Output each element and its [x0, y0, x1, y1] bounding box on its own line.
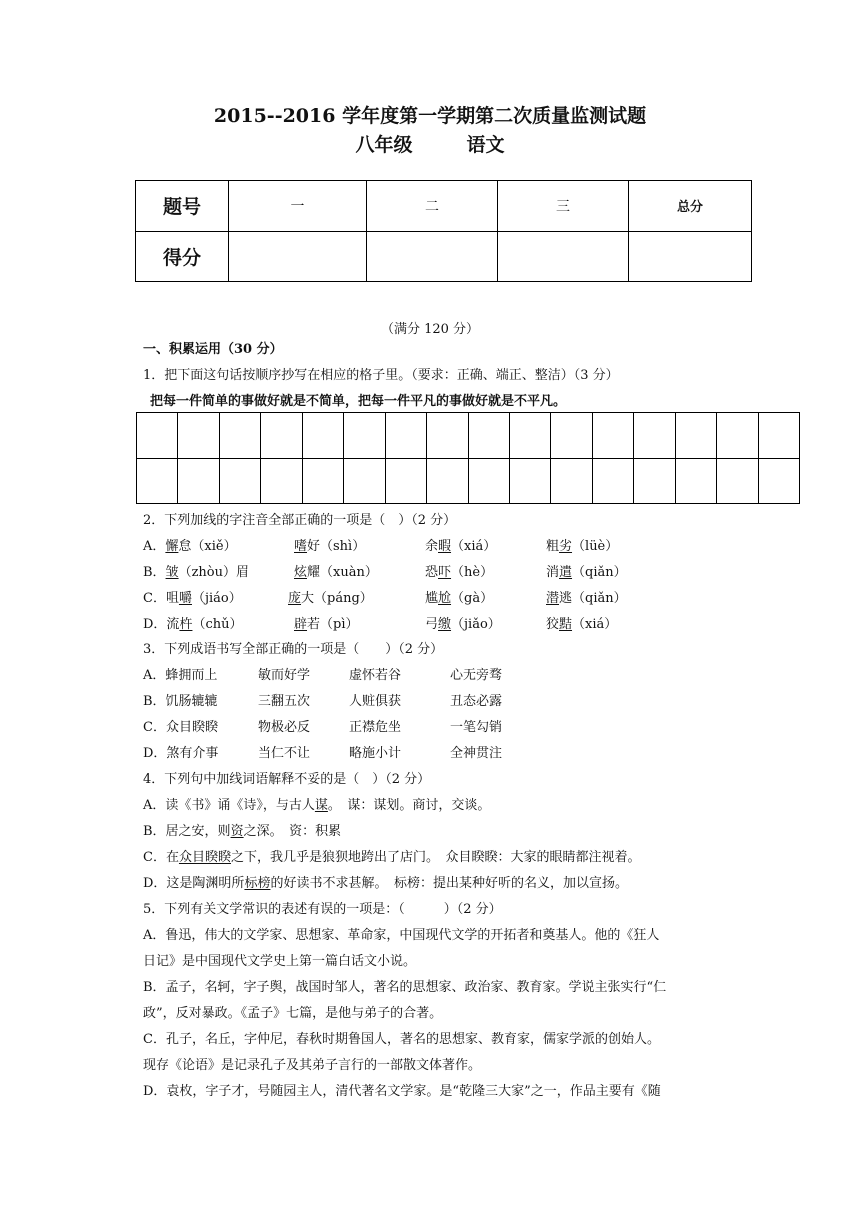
underlined-char: 皱 [165, 565, 179, 580]
underlined-char: 辟 [294, 617, 308, 632]
total-score-header: 总分 [629, 181, 752, 232]
grid-cell[interactable] [469, 413, 510, 459]
grid-cell[interactable] [386, 459, 427, 505]
underlined-char: 庞 [288, 591, 302, 606]
section-three-header: 三 [498, 181, 629, 232]
q5-line: 现存《论语》是记录孔子及其弟子言行的一部散文体著作。 [143, 1058, 482, 1073]
copy-sentence: 把每一件简单的事做好就是不简单，把每一件平凡的事做好就是不平凡。 [150, 394, 567, 409]
q4-option-a: A．读《书》诵《诗》，与古人谋。 谋：谋划。商讨，交谈。 [143, 798, 491, 813]
underlined-char: 炫 [294, 565, 308, 580]
underlined-word: 谋 [314, 798, 328, 813]
grid-cell[interactable] [717, 459, 758, 505]
grid-cell[interactable] [386, 413, 427, 459]
section-two-header: 二 [367, 181, 498, 232]
section-one-header: 一 [229, 181, 367, 232]
grid-cell[interactable] [261, 459, 302, 505]
grid-cell[interactable] [551, 413, 592, 459]
q4-option-c: C．在众目睽睽之下，我几乎是狼狈地跨出了店门。 众目睽睽：大家的眼睛都注视着。 [143, 850, 641, 865]
underlined-char: 遣 [559, 565, 573, 580]
question-2: 2．下列加线的字注音全部正确的一项是（ ）（2 分） [143, 513, 457, 528]
grid-cell[interactable] [593, 459, 634, 505]
grid-cell[interactable] [427, 459, 468, 505]
q5-line: D．袁枚，字子才，号随园主人，清代著名文学家。是“乾隆三大家”之一，作品主要有《随 [143, 1084, 661, 1099]
grid-cell[interactable] [303, 459, 344, 505]
grid-cell[interactable] [427, 413, 468, 459]
underlined-word: 资 [230, 824, 244, 839]
writing-grid[interactable] [136, 412, 800, 504]
underlined-char: 劣 [559, 539, 573, 554]
question-4: 4．下列句中加线词语解释不妥的是（ ）（2 分） [143, 772, 431, 787]
grid-cell[interactable] [510, 459, 551, 505]
grid-cell[interactable] [676, 413, 717, 459]
underlined-char: 嚼 [178, 591, 192, 606]
grid-cell[interactable] [510, 413, 551, 459]
underlined-char: 缴 [438, 617, 452, 632]
score-table-score-row [136, 231, 752, 282]
grade-label: 八年级 [355, 134, 413, 156]
grid-cell[interactable] [717, 413, 758, 459]
grid-cell[interactable] [551, 459, 592, 505]
underlined-word: 标榜 [244, 876, 271, 891]
score-cell-three[interactable] [498, 231, 629, 282]
exam-subtitle [0, 130, 860, 157]
grid-cell[interactable] [634, 413, 675, 459]
exam-title: 2015--2016 学年度第一学期第二次质量监测试题 [213, 105, 647, 127]
grid-cell[interactable] [759, 459, 800, 505]
underlined-word: 众目睽睽 [178, 850, 231, 865]
grid-cell[interactable] [178, 413, 219, 459]
grid-cell[interactable] [344, 459, 385, 505]
underlined-char: 吓 [438, 565, 452, 580]
underlined-char: 尬 [438, 591, 452, 606]
grid-cell[interactable] [178, 459, 219, 505]
grid-cell[interactable] [344, 413, 385, 459]
score-table [135, 180, 752, 282]
grid-cell[interactable] [469, 459, 510, 505]
section1-heading: 一、积累运用（30 分） [143, 342, 283, 357]
q5-line: B．孟子，名轲，字子舆，战国时邹人，著名的思想家、政治家、教育家。学说主张实行“仁 [143, 980, 667, 995]
q5-line: 政”，反对暴政。《孟子》七篇，是他与弟子的合著。 [143, 1006, 443, 1021]
full-score-note: （满分 120 分） [380, 322, 480, 337]
grid-cell[interactable] [137, 459, 178, 505]
grid-cell[interactable] [220, 459, 261, 505]
grid-cell[interactable] [759, 413, 800, 459]
grid-cell[interactable] [303, 413, 344, 459]
question-1: 1．把下面这句话按顺序抄写在相应的格子里。（要求：正确、端正、整洁）（3 分） [143, 368, 619, 383]
question-5: 5．下列有关文学常识的表述有误的一项是：（ ）（2 分） [143, 902, 502, 917]
grid-cell[interactable] [593, 413, 634, 459]
underlined-char: 暇 [438, 539, 452, 554]
underlined-char: 懈 [165, 539, 179, 554]
q4-option-d: D．这是陶渊明所标榜的好读书不求甚解。 标榜：提出某种好听的名义，加以宣扬。 [143, 876, 628, 891]
underlined-char: 杵 [179, 617, 193, 632]
grid-cell[interactable] [220, 413, 261, 459]
q4-option-b: B．居之安，则资之深。 资：积累 [143, 824, 342, 839]
underlined-char: 嗜 [294, 539, 308, 554]
q5-line: 日记》是中国现代文学史上第一篇白话文小说。 [143, 954, 417, 969]
subject-label: 语文 [466, 134, 505, 156]
grid-cell[interactable] [261, 413, 302, 459]
q5-line: A．鲁迅，伟大的文学家、思想家、革命家，中国现代文学的开拓者和奠基人。他的《狂人 [143, 928, 660, 943]
grid-cell[interactable] [634, 459, 675, 505]
score-label: 得分 [136, 231, 229, 282]
question-3: 3．下列成语书写全部正确的一项是（ ）（2 分） [143, 642, 444, 657]
grid-cell[interactable] [676, 459, 717, 505]
underlined-char: 黠 [559, 617, 573, 632]
question-number-label: 题号 [136, 181, 229, 232]
score-cell-one[interactable] [229, 231, 367, 282]
grid-cell[interactable] [137, 413, 178, 459]
score-cell-two[interactable] [367, 231, 498, 282]
q5-line: C．孔子，名丘，字仲尼，春秋时期鲁国人，著名的思想家、教育家，儒家学派的创始人。 [143, 1032, 660, 1047]
score-table-header-row [136, 181, 752, 232]
underlined-char: 潜 [546, 591, 560, 606]
score-cell-total[interactable] [629, 231, 752, 282]
